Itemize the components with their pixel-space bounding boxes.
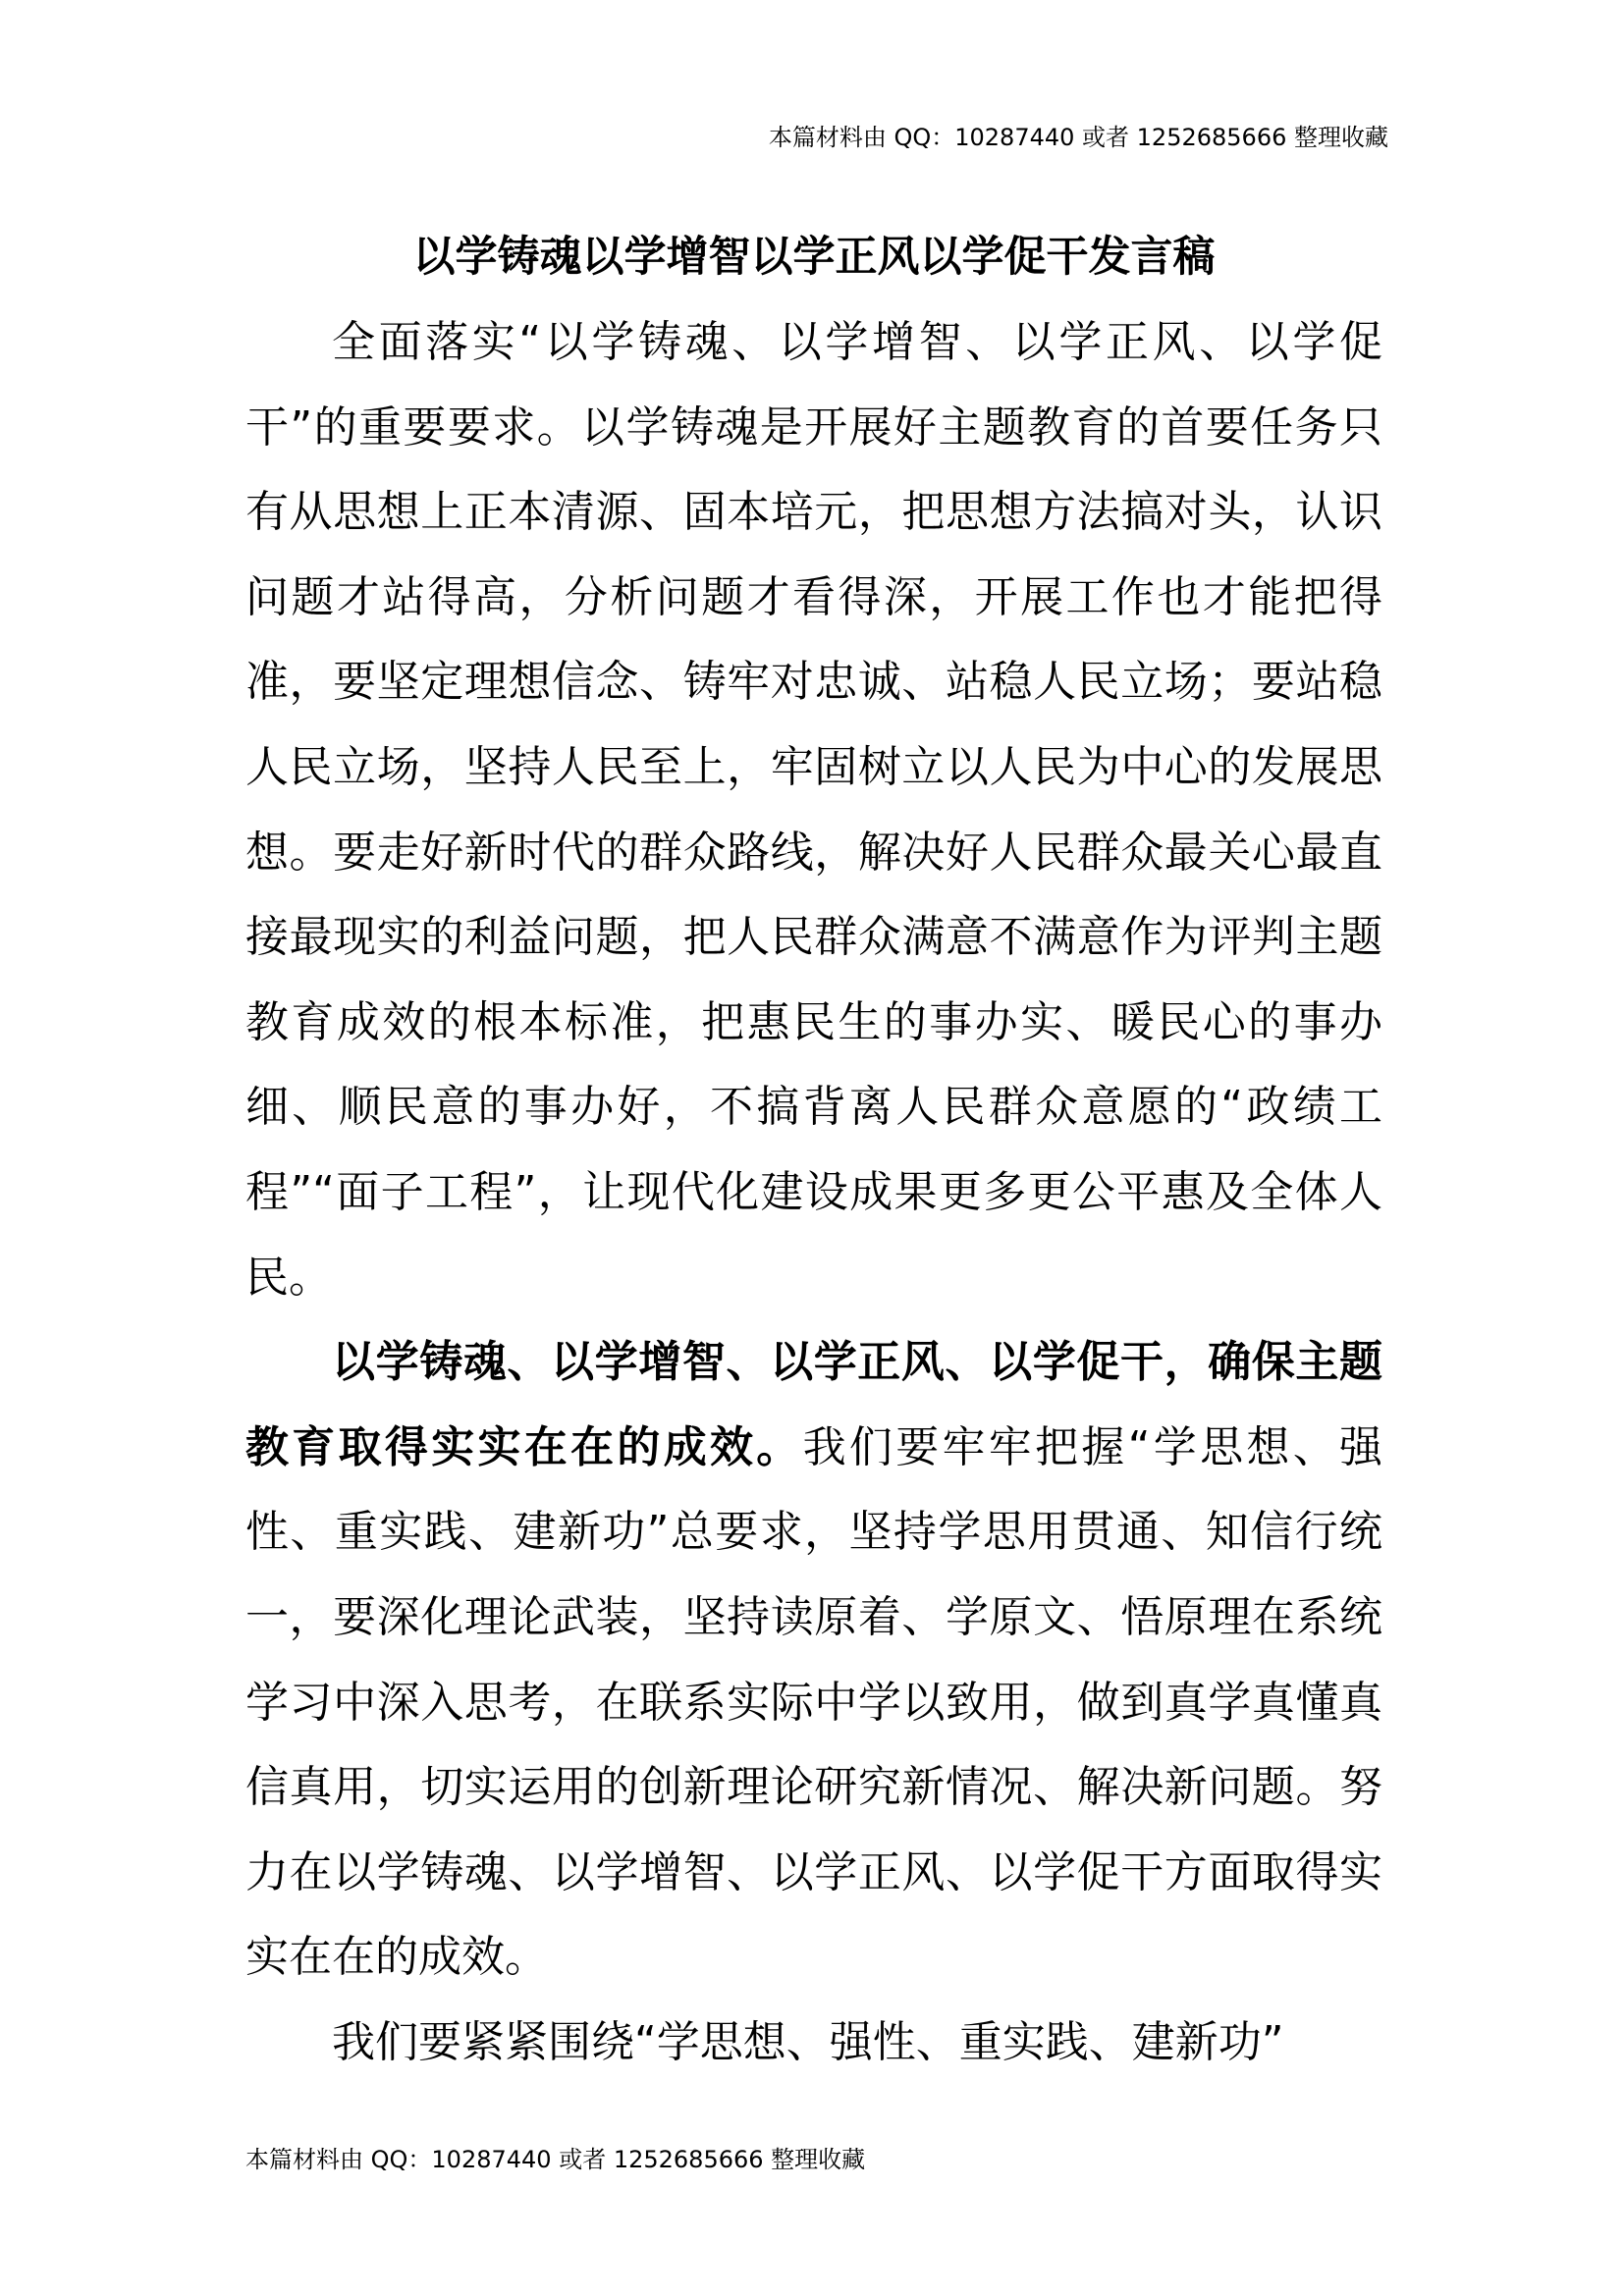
paragraph-2-text: 我们要牢牢把握“学思想、强性、重实践、建新功”总要求，坚持学思用贯通、知信行统一，要深化理论武装，坚持读原着、学原文、悟原理在系统学习中深入思考，在联系实际中学以致用，做到真学真懂真信真用，切实运用的创新理论研究新情况、解决新问题。努力在以学铸魂、以学增智、以学正风、以学促干方面取得实实在在的成效。: [245, 1421, 1383, 1983]
paragraph-1: [245, 300, 1382, 1320]
document-title: 以学铸魂以学增智以学正风以学促干发言稿: [412, 233, 1216, 282]
paragraph-1-text: 全面落实“以学铸魂、以学增智、以学正风、以学促干”的重要要求。以学铸魂是开展好主题教育的首要任务只有从思想上正本清源、固本培元，把思想方法搞对头，认识问题才站得高，分析问题才看得深，开展工作也才能把得准，要坚定理想信念、铸牢对忠诚、站稳人民立场；要站稳人民立场，坚持人民至上，牢固树立以人民为中心的发展思想。要走好新时代的群众路线，解决好人民群众最关心最直接最现实的利益问题，把人民群众满意不满意作为评判主题教育成效的根本标准，把惠民生的事办实、暖民心的事办细、顺民意的事办好，不搞背离人民群众意愿的“政绩工程”“面子工程”，让现代化建设成果更多更公平惠及全体人民。: [245, 317, 1382, 1303]
footer-note: 本篇材料由 QQ：10287440 或者 1252685666 整理收藏: [245, 2146, 866, 2173]
paragraph-2-bold-lead: 以学铸魂、以学增智、以学正风、以学促干，确保主题教育取得实实在在的成效。: [245, 1337, 1382, 1472]
document-body: [245, 300, 1382, 2085]
header-note: 本篇材料由 QQ：10287440 或者 1252685666 整理收藏: [768, 124, 1388, 151]
paragraph-3-text: 我们要紧紧围绕“学思想、强性、重实践、建新功”: [332, 2016, 1284, 2067]
paragraph-2: [245, 1320, 1382, 2001]
paragraph-3: [245, 2001, 1382, 2086]
